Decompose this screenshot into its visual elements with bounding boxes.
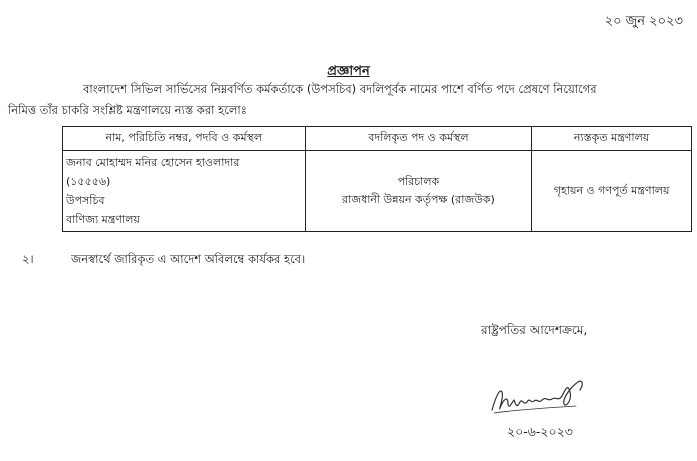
ministry-cell (532, 151, 692, 232)
signature-image (484, 366, 594, 422)
transfer-table (62, 126, 692, 232)
notification-body (8, 79, 690, 121)
new-post: পরিচালক (397, 175, 440, 188)
officer-workplace: বাণিজ্য মন্ত্রণালয় (66, 213, 140, 226)
body-line-1: বাংলাদেশ সিভিল সার্ভিসের নিম্নবর্ণিত কর্মকর্তাকে (উপসচিব) বদলিপূর্বক নামের পাশে বর্ণিত পদে প্রেষণে নিয়োগের (83, 82, 597, 96)
officer-name: জনাব মোহাম্মদ মনির হোসেন হাওলাদার (66, 156, 240, 169)
body-line-2: নিমিত্ত তাঁর চাকরি সংশ্লিষ্ট মন্ত্রণালয়ে ন্যস্ত করা হলোঃ (8, 103, 247, 117)
paragraph-2-text: জনস্বার্থে জারিকৃত এ আদেশ অবিলম্বে কার্যকর হবে। (71, 252, 306, 266)
table-header-row (63, 127, 692, 151)
header-name-id-post: নাম, পরিচিতি নম্বর, পদবি ও কর্মস্থল (63, 127, 306, 151)
page-title: প্রজ্ঞাপন (327, 64, 370, 79)
signature-date: ২০-৬-২০২৩ (507, 424, 573, 439)
new-post-cell (305, 151, 532, 232)
header-assigned-ministry: ন্যস্তকৃত মন্ত্রণালয় (532, 127, 692, 151)
header-transferred-post: বদলিকৃত পদ ও কর্মস্থল (305, 127, 532, 151)
closing-line: রাষ্ট্রপতির আদেশক্রমে, (481, 323, 588, 337)
officer-id: (১৫৫৫৬) (66, 175, 111, 188)
issue-date: ২০ জুন ২০২৩ (604, 14, 683, 29)
new-post-office: রাজধানী উন্নয়ন কর্তৃপক্ষ (রাজউক) (342, 193, 495, 206)
officer-designation: উপসচিব (66, 194, 105, 207)
table-row (63, 151, 692, 232)
assigned-ministry: গৃহায়ন ও গণপূর্ত মন্ত্রণালয় (553, 184, 670, 197)
officer-cell (63, 151, 306, 232)
paragraph-2-number: ২। (22, 252, 34, 266)
